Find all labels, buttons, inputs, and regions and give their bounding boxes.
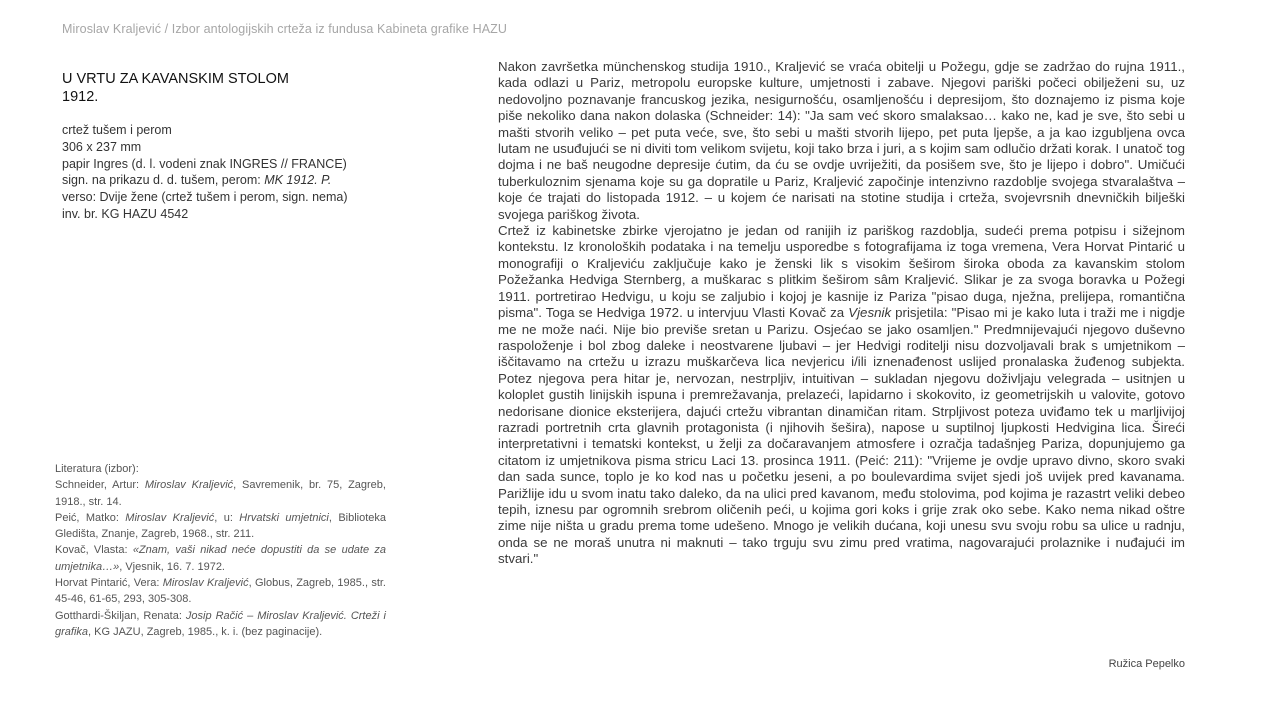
artwork-dimensions: 306 x 237 mm [62,139,142,154]
artwork-title-block [62,70,289,106]
artwork-metadata [62,122,348,223]
lit-details: , Biblioteka Gledišta, Znanje, Zagreb, 1968., str. 211. [55,511,387,541]
artwork-verso: verso: Dvije žene (crtež tušem i perom, sign. nema) [62,190,348,205]
literature-heading: Literatura (izbor): [55,463,139,475]
lit-title: Josip Račić – Miroslav Kraljević. Crteži i grafika [55,609,386,638]
lit-title: Miroslav Kraljević [125,511,215,524]
lit-title: Hrvatski umjetnici [239,511,329,524]
literature-entry [55,542,386,575]
newspaper-title: Vjesnik [848,305,892,321]
essay-text: Crtež iz kabinetske zbirke vjerojatno je jedan od ranijih iz pariškog razdoblja, sudeći prema potpisu i sižejnom kontekstu. Iz kronoloških podataka i na temelju usporedbe s fotografijama iz toga vremena, Vera Horvat Pintarić u monografiji o Kraljeviću zaključuje kako je ženski lik s visokim šeširom široka oboda za kavanskim stolom Požežanka Hedviga Sternberg, a muškarac s plitkim šeširom sâm Kraljević. Slikar je za svoga boravka u Požegi 1911. portretirao Hedvigu, u koju se zaljubio i kojoj je kasnije iz Pariza "pisao duga, nježna, prelijepa, romantična pisma". Toga se Hedviga 1972. u intervjuu Vlasti Kovač za [498,223,1185,321]
lit-connector: , u: [214,511,240,524]
lit-title: Miroslav Kraljević [144,479,234,492]
lit-title: «Znam, vaši nikad neće dopustiti da se udate za umjetnika…» [55,544,386,573]
literature-entry [55,477,386,510]
literature-entry [55,510,386,543]
lit-author: Kovač, Vlasta: [55,544,133,557]
page-header: Miroslav Kraljević / Izbor antologijskih crteža iz fundusa Kabineta grafike HAZU [62,22,507,36]
essay-text: prisjetila: "Pisao mi je kako luta i traži me i nigdje me ne može naći. Nije bio previše sretan u Parizu. Osjećao se jako osamljen." Predmnijevajući njegovo duševno raspoloženje i bol zbog daleke i neostvarene ljubavi – jer Hedvigi roditelji nisu dozvoljavali brak s umjetnikom – iščitavamo na crtežu u izrazu muškarčeva lica nevjericu i/ili iznenađenost uslijed pronalaska žuđenog subjekta. Potez njegova pera hitar je, nervozan, nestrpljiv, intuitivan – sukladan njegovu doživljaju velegrada – usitnjen u koloplet gustih linijskih ispuna i premrežavanja, prelazeći, lapidarno i skokovito, iz geometrijskih u valovite, gotovo nedorisane dionice eksterijera, dajući crtežu vibrantan dinamičan ritam. Strpljivost poteza uviđamo tek u marljivijoj razradi portretnih crta glavnih protagonista (i njihovih šešira), napose u suptilnoj ljupkosti Hedvigina lica. Šireći interpretativni i tematski kontekst, u želji za dočaravanjem atmosfere i ozračja tadašnjeg Pariza, dopunjujemo ga citatom iz umjetnikova pisma stricu Laci 13. prosinca 1911. (Peić: 211): "Vrijeme je ovdje upravo divno, skoro svaki dan sada sunce, toplo je ko kod nas u početku jeseni, a po boulevardima svijet sjedi još uvijek pred kavanama. Parižlije idu u svom inatu tako daleko, da na ulici pred kavanom, među stolovima, pod kojima je razastrt veliki debeo tepih, iznesu par ogromnih srebrom oličenih peći, u kojima gori koks i grije zrak oko sebe. Kako nema nikad oštre zime nije ništa u gradu prema tome udešeno. Mnogo je velikih dućana, koji unesu svu svoju robu sa ulice u radnju, onda se ne moraš unutra ni maknuti – tako trguju svu zimu pred vratima, nagovarajući prolaznike i nuđajući im stvari." [498,305,1185,567]
lit-details: , Savremenik, br. 75, Zagreb, 1918., str. 14. [55,479,386,508]
essay-author: Ružica Pepelko [1108,658,1185,670]
artwork-signature [62,172,348,189]
lit-author: Gotthardi-Škiljan, Renata: [55,609,186,622]
lit-details: , Globus, Zagreb, 1985., str. 45-46, 61-65, 293, 305-308. [55,577,386,606]
artwork-year: 1912. [62,89,99,105]
lit-details: , KG JAZU, Zagreb, 1985., k. i. (bez paginacije). [88,625,323,638]
artwork-title: U VRTU ZA KAVANSKIM STOLOM [62,71,289,87]
lit-author: Horvat Pintarić, Vera: [55,577,163,590]
literature-section [55,461,386,640]
essay-paragraph-1: Nakon završetka münchenskog studija 1910., Kraljević se vraća obitelji u Požegu, gdje se zadržao do rujna 1911., kada odlazi u Pariz, metropolu europske kulture, umjetnosti i zabave. Njegovi pariški počeci obilježeni su, uz nedovoljno poznavanje francuskog jezika, nesigurnošću, osamljenošću i depresijom, što doznajemo iz pisma koje piše nekoliko dana nakon dolaska (Schneider: 14): "Ja sam već skoro smalaksao… kako ne, kad je sve, što sebi u mašti stvorih veliko – pet puta veće, sve, što sebi u mašti stvorih lijepo, pet puta ljepše, a ja kao izgubljena ovca lutam ne usuđujući se ni diviti tom velikom svijetu, koji tako brza i juri, a s kojim sam odlučio držati korak. I unatoč tog dojma i ne baš neugodne depresije ćutim, da ću se ovdje uvriježiti, da posišem sve, što je lijepo i dobro". Umičući tuberkuloznim sjenama koje su ga dopratile u Pariz, Kraljević započinje intenzivno razdoblje svojega stvaralaštva – koje će trajati do listopada 1912. – u kojem će narisati na stotine studija i crteža, svojevrsnih dnevničkih bilješki svojega pariškog života. [498,59,1185,222]
signature-prefix: sign. na prikazu d. d. tušem, perom: [62,173,265,188]
main-essay [498,59,1185,568]
artwork-paper: papir Ingres (d. l. vodeni znak INGRES // FRANCE) [62,156,347,171]
lit-details: , Vjesnik, 16. 7. 1972. [119,560,225,573]
signature-value: MK 1912. P. [264,173,332,188]
literature-entry [55,575,386,608]
essay-paragraph-2 [498,223,1185,568]
lit-author: Schneider, Artur: [55,479,145,492]
artwork-technique: crtež tušem i perom [62,123,172,137]
artwork-inventory: inv. br. KG HAZU 4542 [62,206,189,221]
lit-title: Miroslav Kraljević [162,577,249,590]
lit-author: Peić, Matko: [55,511,126,524]
literature-entry [55,608,386,641]
